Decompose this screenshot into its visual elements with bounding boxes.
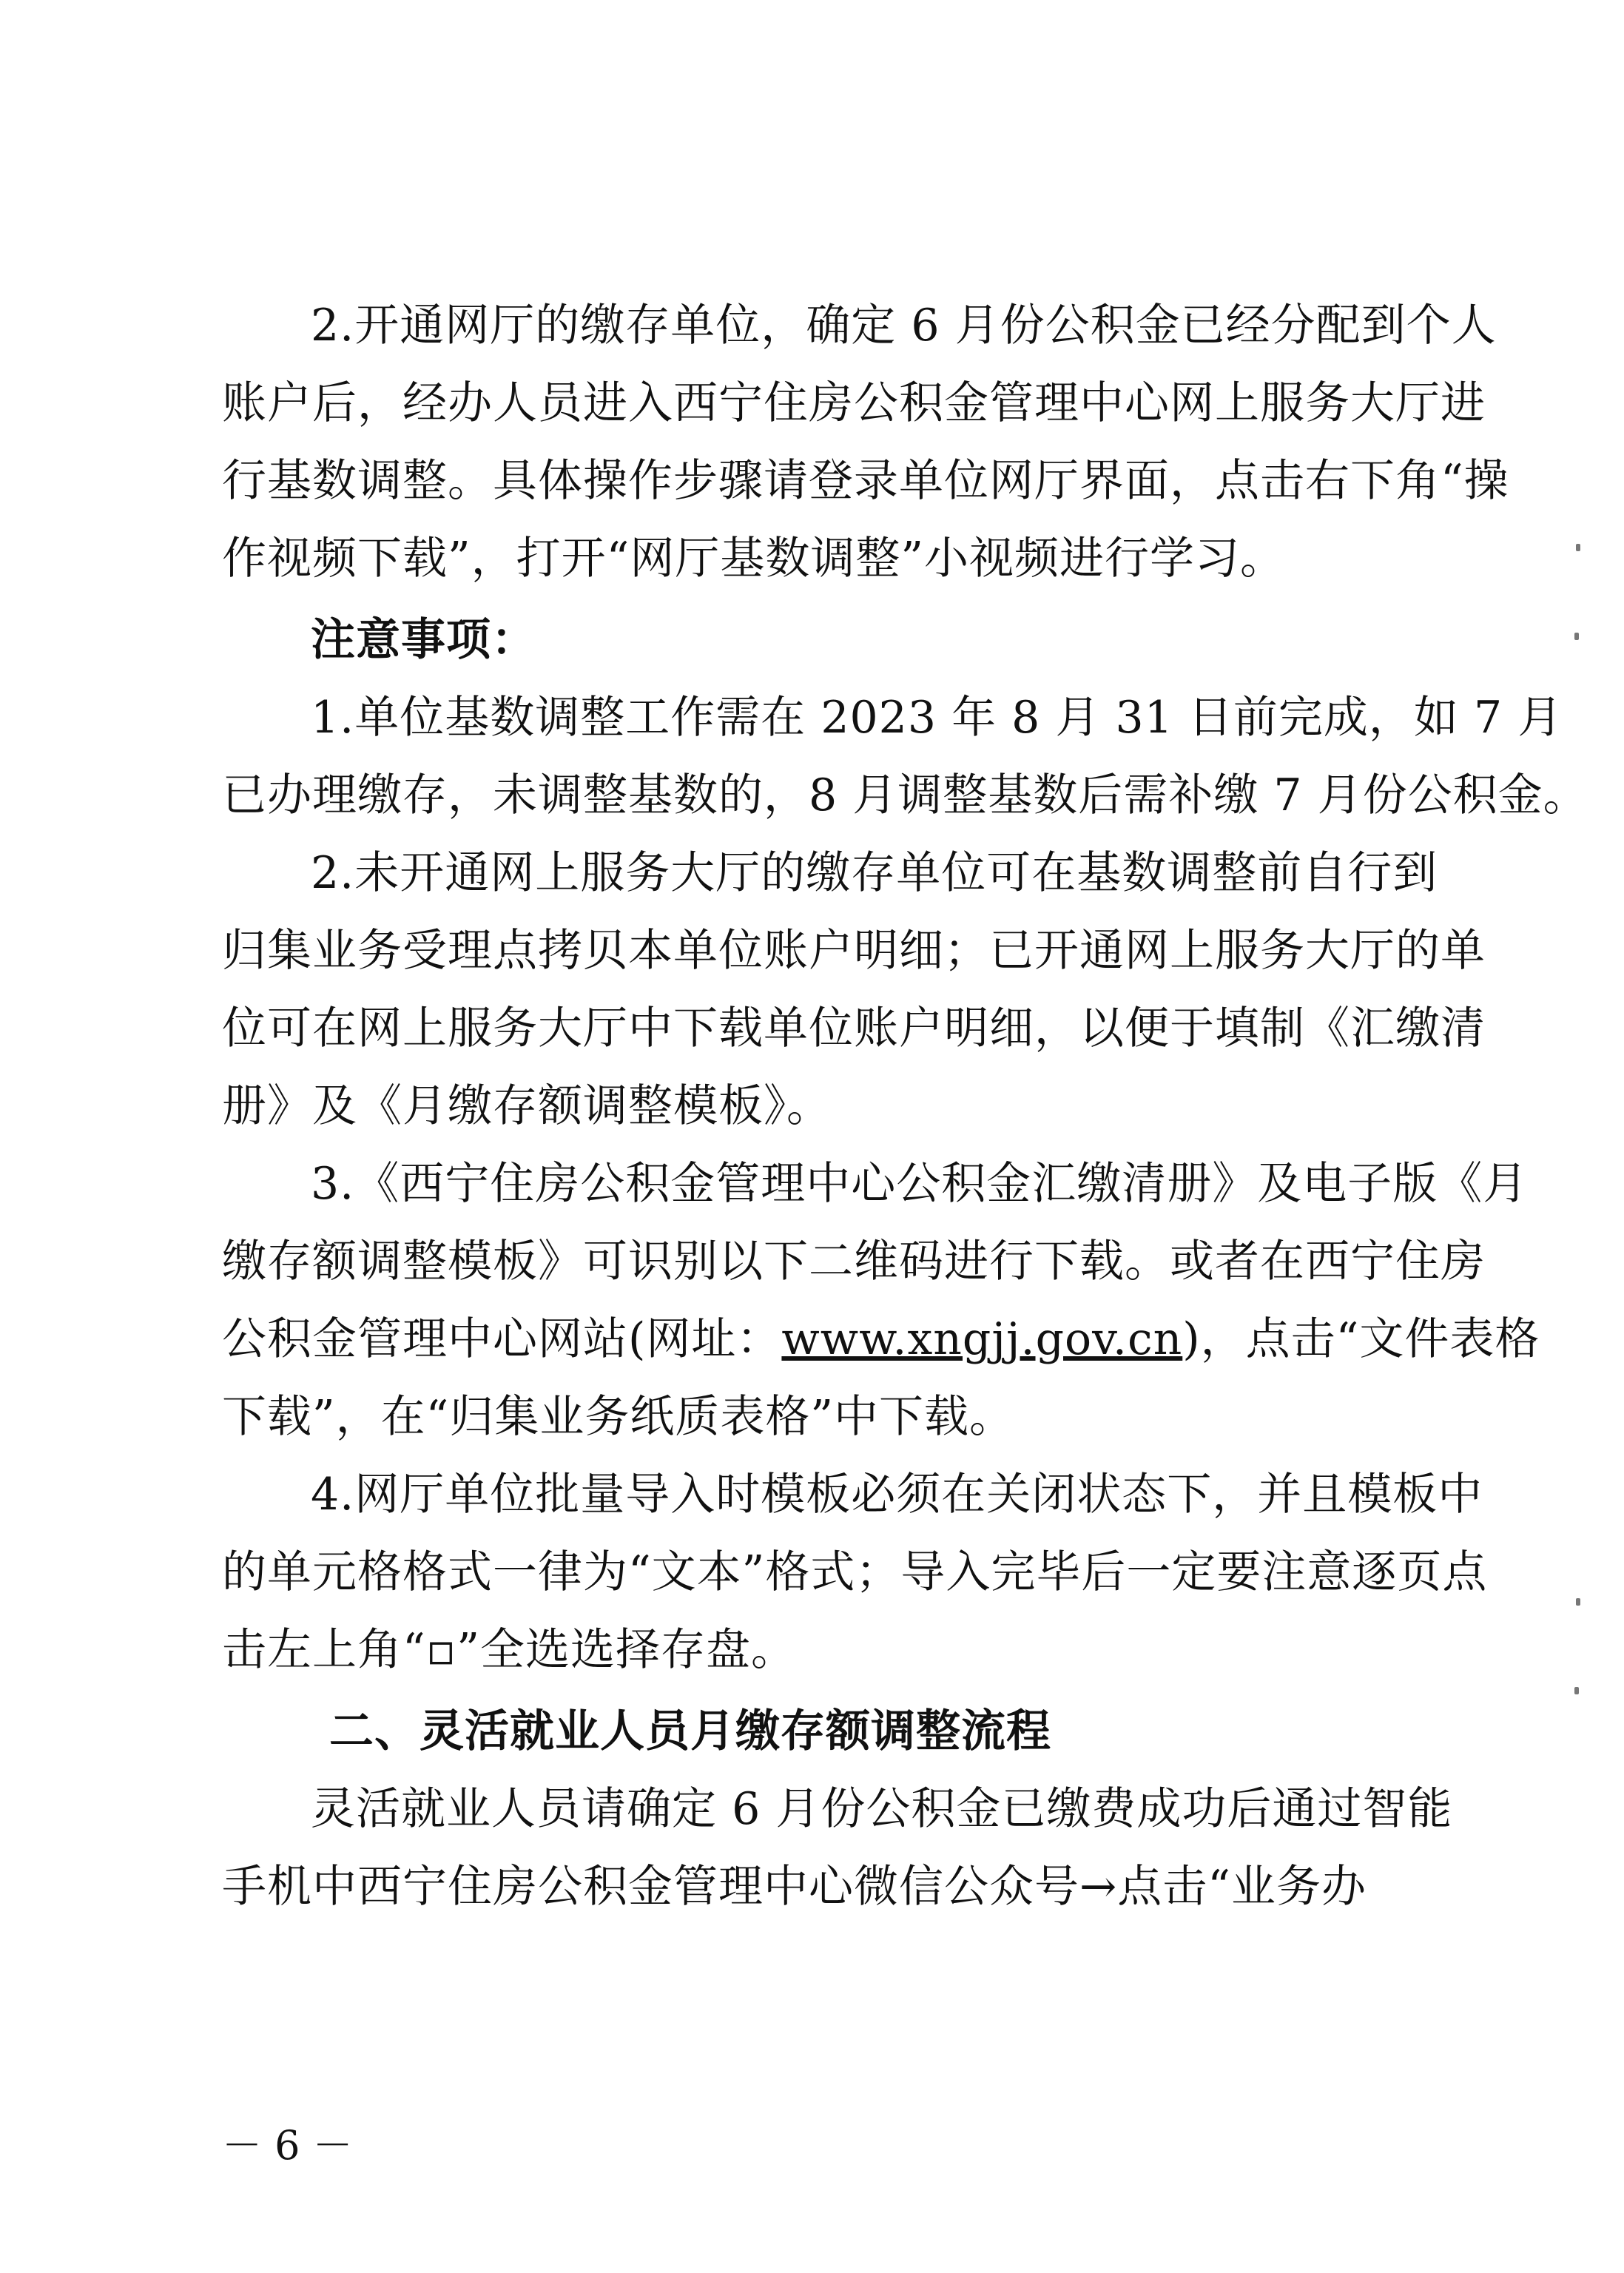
note-3-line-3-prefix: 公积金管理中心网站(网址： [222,1313,782,1365]
paragraph-1-line-2: 账户后，经办人员进入西宁住房公积金管理中心网上服务大厅进 [222,377,1486,429]
note-3-line-2: 缴存额调整模板》可识别以下二维码进行下载。或者在西宁住房 [222,1236,1486,1287]
website-link[interactable]: www.xngjj.gov.cn [781,1313,1183,1365]
section-2-heading: 二、灵活就业人员月缴存额调整流程 [329,1705,1051,1757]
note-2-line-4: 册》及《月缴存额调整模板》。 [222,1080,832,1132]
note-3-line-4: 下载”，在“归集业务纸质表格”中下载。 [222,1391,1015,1443]
note-4-line-3: 击左上角“▫”全选选择存盘。 [222,1624,797,1676]
note-2-line-3: 位可在网上服务大厅中下载单位账户明细，以便于填制《汇缴清 [222,1003,1486,1054]
section-2-line-1: 灵活就业人员请确定 6 月份公积金已缴费成功后通过智能 [311,1783,1453,1835]
page-number: － 6 － [222,2122,353,2169]
note-3-line-3-suffix: )，点击“文件表格 [1182,1313,1540,1365]
section-2-line-2: 手机中西宁住房公积金管理中心微信公众号→点击“业务办 [222,1861,1367,1913]
binding-mark [1574,633,1579,640]
binding-mark [1576,544,1580,551]
binding-mark [1574,1687,1579,1694]
note-1-line-2: 已办理缴存，未调整基数的，8 月调整基数后需补缴 7 月份公积金。 [222,770,1588,821]
paragraph-1-line-1: 2.开通网厅的缴存单位，确定 6 月份公积金已经分配到个人 [311,300,1497,351]
paragraph-1-line-3: 行基数调整。具体操作步骤请登录单位网厅界面，点击右下角“操 [222,455,1509,507]
note-3-line-1: 3.《西宁住房公积金管理中心公积金汇缴清册》及电子版《月 [311,1158,1529,1210]
note-2-line-1: 2.未开通网上服务大厅的缴存单位可在基数调整前自行到 [311,847,1438,899]
notes-heading: 注意事项： [311,614,536,666]
paragraph-1-line-4: 作视频下载”，打开“网厅基数调整”小视频进行学习。 [222,533,1286,585]
note-2-line-2: 归集业务受理点拷贝本单位账户明细；已开通网上服务大厅的单 [222,925,1486,977]
note-1-line-1: 1.单位基数调整工作需在 2023 年 8 月 31 日前完成，如 7 月 [311,692,1563,744]
note-4-line-2: 的单元格格式一律为“文本”格式；导入完毕后一定要注意逐页点 [222,1546,1488,1598]
binding-mark [1576,1598,1580,1606]
note-4-line-1: 4.网厅单位批量导入时模板必须在关闭状态下，并且模板中 [311,1469,1483,1521]
note-3-line-3 [222,1310,1540,1369]
